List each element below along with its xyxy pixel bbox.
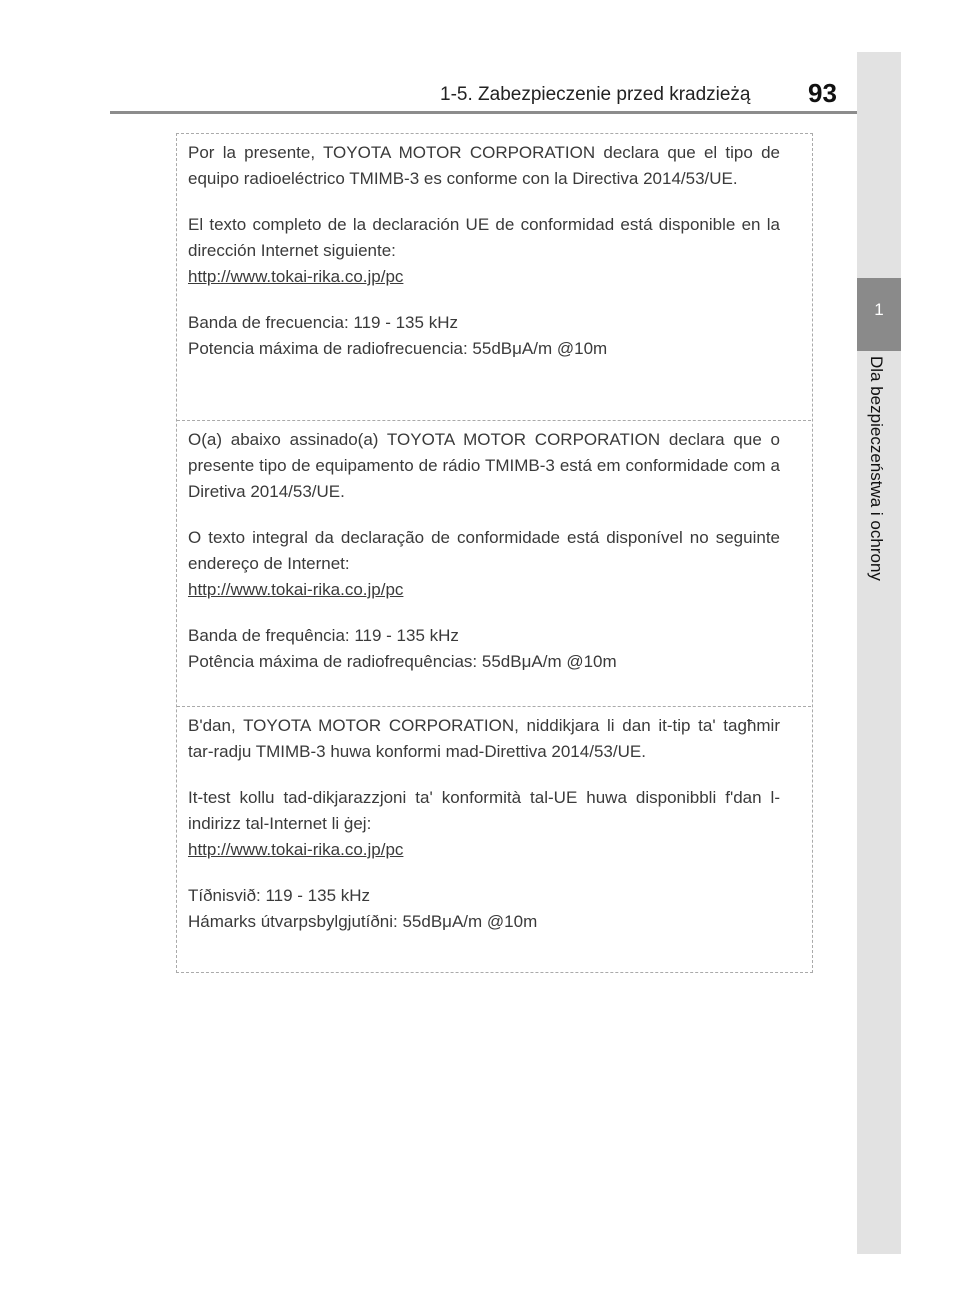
availability-paragraph (188, 785, 780, 863)
max-power: Potencia máxima de radiofrecuencia: 55dBμA/m @10m (188, 339, 608, 358)
declaration-link[interactable]: http://www.tokai-rika.co.jp/pc (188, 580, 404, 599)
max-power: Potência máxima de radiofrequências: 55dBμA/m @10m (188, 652, 617, 671)
max-power: Hámarks útvarpsbylgjutíðni: 55dBμA/m @10m (188, 912, 538, 931)
frequency-band: Tíðnisvið: 119 - 135 kHz (188, 886, 371, 905)
radio-specs (188, 883, 780, 935)
declaration-section-maltese (177, 713, 811, 955)
availability-text: It-test kollu tad-dikjarazzjoni ta' konformità tal-UE huwa disponibbli f'dan l-indirizz tal-Internet li ġej: (188, 788, 780, 833)
radio-specs (188, 623, 780, 675)
frequency-band: Banda de frecuencia: 119 - 135 kHz (188, 313, 458, 332)
declaration-text: O(a) abaixo assinado(a) TOYOTA MOTOR CORPORATION declara que o presente tipo de equipamento de rádio TMIMB-3 está em conformidade com a Diretiva 2014/53/UE. (188, 430, 780, 501)
declaration-text: B'dan, TOYOTA MOTOR CORPORATION, niddikjara li dan it-tip ta' tagħmir tar-radju TMIMB-3 huwa konformi mad-Direttiva 2014/53/UE. (188, 716, 780, 761)
availability-text: O texto integral da declaração de conformidade está disponível no seguinte endereço de Internet: (188, 528, 780, 573)
page-number: 93 (808, 78, 837, 108)
frequency-band: Banda de frequência: 119 - 135 kHz (188, 626, 459, 645)
availability-paragraph (188, 212, 780, 290)
availability-paragraph (188, 525, 780, 603)
chapter-title: Dla bezpieczeństwa i ochrony (867, 356, 886, 581)
section-divider (177, 706, 811, 707)
header-divider (110, 111, 900, 114)
declaration-link[interactable]: http://www.tokai-rika.co.jp/pc (188, 840, 404, 859)
radio-specs (188, 310, 780, 362)
declaration-section-spanish (177, 140, 811, 382)
section-title: 1-5. Zabezpieczenie przed kradzieżą (440, 84, 751, 105)
chapter-number: 1 (874, 300, 884, 319)
section-divider (177, 420, 811, 421)
declaration-link[interactable]: http://www.tokai-rika.co.jp/pc (188, 267, 404, 286)
declaration-section-portuguese (177, 427, 811, 695)
availability-text: El texto completo de la declaración UE de conformidad está disponible en la dirección Internet siguiente: (188, 215, 780, 260)
chapter-side-tab (857, 52, 901, 1254)
declaration-text: Por la presente, TOYOTA MOTOR CORPORATION declara que el tipo de equipo radioeléctrico TMIMB-3 es conforme con la Directiva 2014/53/UE. (188, 143, 780, 188)
